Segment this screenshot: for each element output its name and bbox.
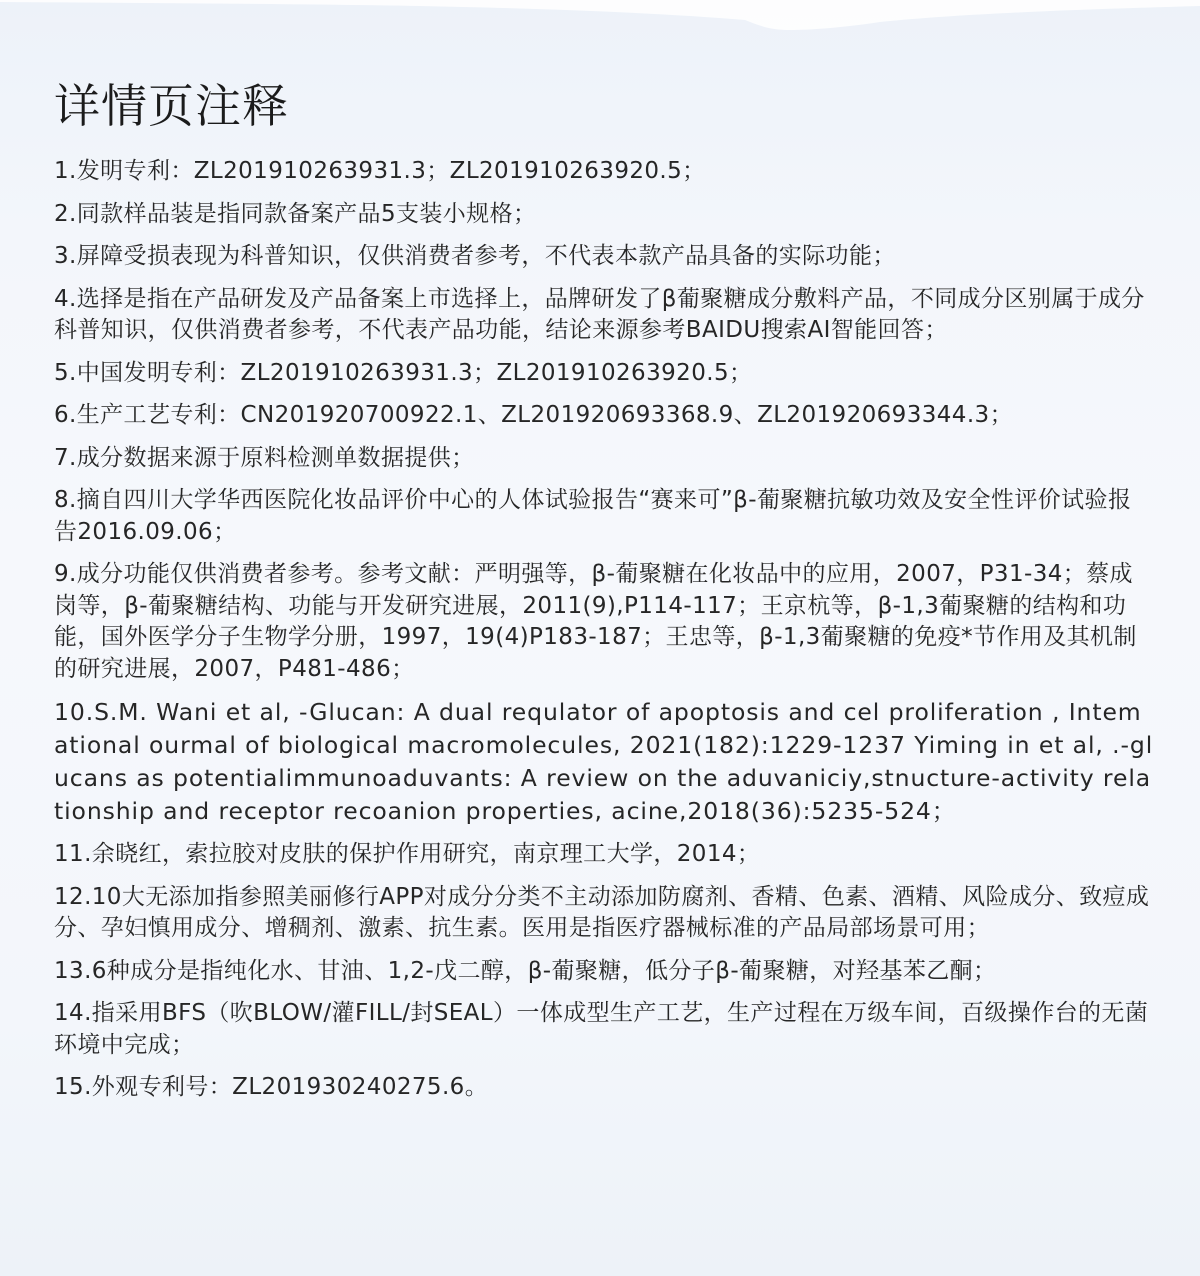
note-item: 10.S.M. Wani et al, -Glucan: A dual requlator of apoptosis and cel proliferation , Intemational ourmal of biological macromolecules, 2021(182):1229-1237 Yiming in et al, .-glucans as potentialimmunoaduvants: A review on the aduvaniciy,stnucture-activity relationship and receptor recoanion properties, acine,2018(36):5235-524； (54, 698, 1154, 825)
notes-list (54, 156, 1154, 1104)
page-title: 详情页注释 (54, 79, 289, 133)
note-item: 12.10大无添加指参照美丽修行APP对成分分类不主动添加防腐剂、香精、色素、酒精、风险成分、致痘成分、孕妇慎用成分、增稠剂、激素、抗生素。医用是指医疗器械标准的产品局部场景可用； (54, 883, 1150, 941)
note-item: 6.生产工艺专利：CN201920700922.1、ZL201920693368.9、ZL201920693344.3； (54, 402, 1013, 428)
note-item: 1.发明专利：ZL201910263931.3；ZL201910263920.5； (54, 158, 706, 184)
note-item: 3.屏障受损表现为科普知识，仅供消费者参考，不代表本款产品具备的实际功能； (54, 243, 896, 269)
note-item: 4.选择是指在产品研发及产品备案上市选择上，品牌研发了β葡聚糖成分敷料产品，不同成分区别属于成分科普知识，仅供消费者参考，不代表产品功能，结论来源参考BAIDU搜索AI智能回答； (54, 285, 1145, 343)
note-item: 7.成分数据来源于原料检测单数据提供； (54, 444, 475, 471)
note-item: 8.摘自四川大学华西医院化妆品评价中心的人体试验报告“赛来可”β-葡聚糖抗敏功效及安全性评价试验报告2016.09.06； (54, 487, 1132, 545)
note-item: 14.指采用BFS（吹BLOW/灌FILL/封SEAL）一体成型生产工艺，生产过程在万级车间，百级操作台的无菌环境中完成； (54, 1000, 1149, 1058)
note-item: 9.成分功能仅供消费者参考。参考文献：严明强等，β-葡聚糖在化妆品中的应用，2007，P31-34；蔡成岗等，β-葡聚糖结构、功能与开发研究进展，2011(9),P114-117；王京杭等，β-1,3葡聚糖的结构和功能，国外医学分子生物学分册，1997，19(4)P183-187；王忠等，β-1,3葡聚糖的免疫*节作用及其机制的研究进展，2007，P481-486； (54, 561, 1137, 682)
note-item: 11.余晓红，索拉胶对皮肤的保护作用研究，南京理工大学，2014； (54, 841, 761, 867)
note-item: 15.外观专利号：ZL201930240275.6。 (54, 1074, 489, 1100)
notes-page (54, 0, 1154, 1115)
note-item: 5.中国发明专利：ZL201910263931.3；ZL201910263920.5； (54, 359, 753, 386)
note-item: 13.6种成分是指纯化水、甘油、1,2-戊二醇，β-葡聚糖，低分子β-葡聚糖，对羟基苯乙酮； (54, 957, 997, 984)
note-item: 2.同款样品装是指同款备案产品5支装小规格； (54, 200, 537, 227)
